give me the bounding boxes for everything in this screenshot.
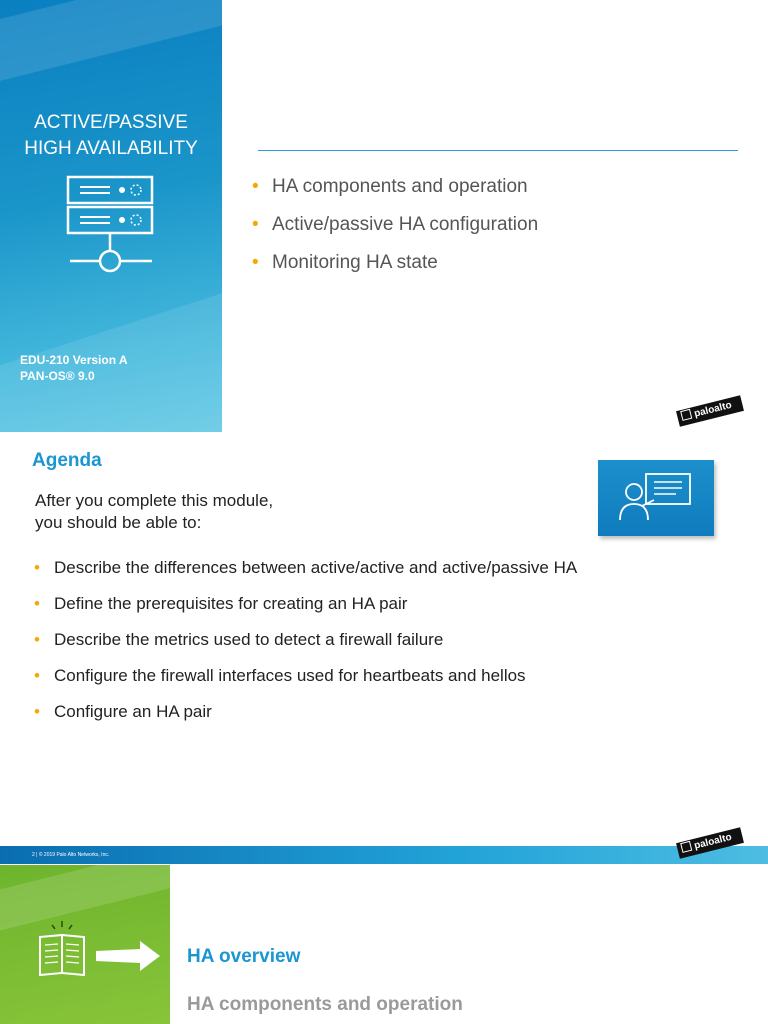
slide-section — [0, 865, 768, 1024]
objectives-list — [34, 550, 577, 730]
list-item-text: Describe the differences between active/active and active/passive HA — [54, 558, 578, 577]
edition-info — [20, 352, 128, 384]
logo-text: paloalto — [693, 399, 733, 420]
title-rule — [258, 150, 738, 151]
list-item — [252, 206, 538, 244]
edition-line2: PAN-OS® 9.0 — [20, 369, 95, 383]
slide-title — [0, 0, 768, 432]
list-item — [34, 586, 577, 622]
server-stack-icon — [62, 175, 158, 275]
list-item-text: Define the prerequisites for creating an HA pair — [54, 594, 408, 613]
section-heading-next: HA components and operation — [187, 994, 463, 1015]
slide-agenda — [0, 432, 768, 865]
list-item — [252, 168, 538, 206]
bullet-icon: • — [34, 666, 40, 685]
module-title-line2: HIGH AVAILABILITY — [24, 138, 198, 159]
agenda-title: Agenda — [32, 450, 102, 471]
logo-text: paloalto — [693, 831, 733, 852]
list-item — [34, 622, 577, 658]
presenter-card — [598, 460, 714, 536]
decorative-stripe — [0, 0, 222, 88]
section-heading-current: HA overview — [187, 946, 301, 967]
bullet-icon: • — [252, 176, 259, 197]
agenda-intro-line1: After you complete this module, — [35, 491, 274, 510]
list-item-text: Active/passive HA configuration — [272, 214, 539, 235]
logo-mark-icon — [680, 409, 692, 421]
section-panel — [0, 865, 170, 1024]
bullet-icon: • — [252, 252, 259, 273]
list-item — [34, 694, 577, 730]
logo-mark-icon — [680, 841, 692, 853]
paloalto-logo — [676, 395, 744, 426]
agenda-intro-line2: you should be able to: — [35, 513, 202, 532]
module-title-line1: ACTIVE/PASSIVE — [34, 112, 188, 133]
list-item-text: Describe the metrics used to detect a firewall failure — [54, 630, 444, 649]
list-item-text: HA components and operation — [272, 176, 528, 197]
list-item — [34, 550, 577, 586]
module-title — [0, 110, 222, 162]
presenter-icon — [598, 460, 714, 536]
list-item-text: Configure an HA pair — [54, 702, 212, 721]
bullet-icon: • — [34, 594, 40, 613]
title-panel — [0, 0, 222, 432]
bullet-icon: • — [252, 214, 259, 235]
agenda-intro — [35, 490, 273, 534]
footer-copyright: 2 | © 2019 Palo Alto Networks, Inc. — [32, 852, 110, 858]
list-item-text: Configure the firewall interfaces used for heartbeats and hellos — [54, 666, 526, 685]
edition-line1: EDU-210 Version A — [20, 353, 128, 367]
bullet-icon: • — [34, 702, 40, 721]
topic-list — [252, 168, 538, 282]
list-item — [34, 658, 577, 694]
bullet-icon: • — [34, 558, 40, 577]
list-item-text: Monitoring HA state — [272, 252, 438, 273]
bullet-icon: • — [34, 630, 40, 649]
footer-bar — [0, 846, 768, 864]
list-item — [252, 244, 538, 282]
